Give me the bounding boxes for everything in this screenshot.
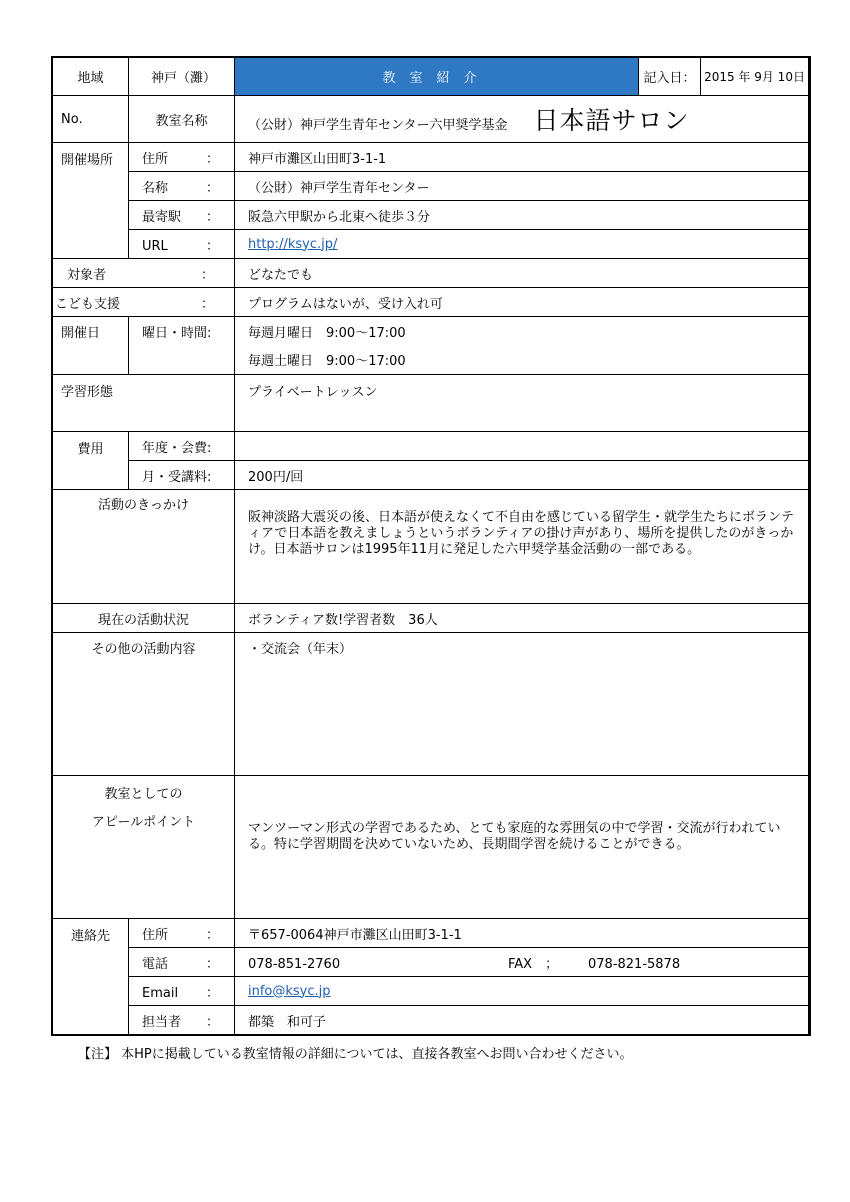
schedule-spacer [53, 346, 129, 375]
colon: ： [206, 151, 220, 167]
contact-address-label-cell [129, 919, 235, 948]
fee-annual-label: 年度・会費 [142, 440, 208, 456]
style-value: プライベートレッスン [235, 375, 809, 432]
other-label: その他の活動内容 [53, 633, 235, 776]
venue-address-label-cell [129, 143, 235, 172]
venue-address: 神戸市灘区山田町3-1-1 [235, 143, 809, 172]
status-value: ボランティア数!学習者数 36人 [235, 604, 809, 633]
schedule-row-1 [53, 317, 809, 346]
fee-spacer [53, 461, 129, 490]
venue-place-row [53, 172, 809, 201]
contact-tel-cell [235, 948, 809, 977]
fee-monthly-value: 200円/回 [235, 461, 809, 490]
area-value: 神戸（灘） [129, 58, 235, 96]
fee-annual-value [235, 432, 809, 461]
origin-row [53, 490, 809, 604]
contact-spacer [53, 1006, 129, 1035]
date-value: 2015 年 9月 10日 [701, 58, 809, 96]
contact-person-label-cell [129, 1006, 235, 1035]
contact-email-cell [235, 977, 809, 1006]
banner-title: 教室紹介 [235, 58, 639, 96]
no-label: No. [53, 96, 129, 143]
contact-tel-label-cell [129, 948, 235, 977]
venue-url-cell [235, 230, 809, 259]
contact-address-row [53, 919, 809, 948]
venue-place-label: 名称 [142, 180, 169, 196]
venue-section-label: 開催場所 [53, 143, 129, 172]
classroom-name: 日本語サロン [533, 106, 690, 135]
fee-monthly-row [53, 461, 809, 490]
other-row [53, 633, 809, 776]
schedule-sub-label: 曜日・時間 [142, 325, 208, 341]
fee-annual-label-cell [129, 432, 235, 461]
style-row [53, 375, 809, 432]
contact-tel-row [53, 948, 809, 977]
appeal-row [53, 776, 809, 919]
colon: ： [206, 985, 220, 1001]
status-row [53, 604, 809, 633]
venue-section-spacer [53, 172, 129, 201]
colon: : [207, 325, 212, 341]
venue-url-label-cell [129, 230, 235, 259]
contact-tel-label: 電話 [142, 956, 169, 972]
schedule-label: 開催日 [53, 317, 129, 346]
contact-label: 連絡先 [53, 919, 129, 948]
children-label: こども支援 [53, 288, 129, 317]
info-table [52, 57, 809, 1035]
area-label: 地域 [53, 58, 129, 96]
appeal-label-cell [53, 776, 235, 919]
classroom-name-cell [235, 96, 809, 143]
venue-url-label: URL [142, 238, 168, 254]
colon: ： [129, 259, 235, 288]
footer-note: 【注】 本HPに掲載している教室情報の詳細については、直接各教室へお問い合わせください。 [78, 1047, 633, 1062]
target-label: 対象者 [53, 259, 129, 288]
appeal-text: マンツーマン形式の学習であるため、とても家庭的な雰囲気の中で学習・交流が行われている。特に学習期間を決めていないため、長期間学習を続けることができる。 [235, 776, 809, 919]
contact-spacer [53, 948, 129, 977]
venue-station-row [53, 201, 809, 230]
schedule-spacer [129, 346, 235, 375]
venue-section-spacer [53, 230, 129, 259]
origin-label: 活動のきっかけ [53, 490, 235, 604]
venue-station-label-cell [129, 201, 235, 230]
target-row [53, 259, 809, 288]
other-value: ・交流会（年末） [235, 633, 809, 776]
contact-email-label-cell [129, 977, 235, 1006]
header-row [53, 58, 809, 96]
status-label: 現在の活動状況 [53, 604, 235, 633]
organization-name: （公財）神戸学生青年センター六甲奨学基金 [248, 118, 508, 133]
colon: ： [206, 209, 220, 225]
classroom-name-row [53, 96, 809, 143]
contact-fax-label: FAX ； [508, 956, 559, 972]
contact-address-label: 住所 [142, 927, 169, 943]
contact-email-row [53, 977, 809, 1006]
colon: ： [129, 288, 235, 317]
colon: ： [206, 238, 220, 254]
colon: ： [206, 956, 220, 972]
appeal-label-2: アピールポイント [91, 815, 196, 830]
contact-person-row [53, 1006, 809, 1035]
target-value: どなたでも [235, 259, 809, 288]
venue-address-row [53, 143, 809, 172]
venue-url-row [53, 230, 809, 259]
children-value: プログラムはないが、受け入れ可 [235, 288, 809, 317]
classroom-name-label: 教室名称 [129, 96, 235, 143]
contact-tel: 078-851-2760 [248, 956, 341, 972]
contact-email-label: Email [142, 985, 179, 1001]
venue-station-label: 最寄駅 [142, 209, 182, 225]
colon: ： [206, 1014, 220, 1030]
schedule-row-2 [53, 346, 809, 375]
fee-monthly-label: 月・受講料 [142, 469, 208, 485]
contact-person: 都築 和可子 [235, 1006, 809, 1035]
colon: ： [206, 927, 220, 943]
schedule-sub-label-cell [129, 317, 235, 346]
venue-station: 阪急六甲駅から北東へ徒歩３分 [235, 201, 809, 230]
style-label: 学習形態 [53, 375, 235, 432]
date-label: 記入日： [639, 58, 701, 96]
schedule-line-2: 毎週土曜日 9:00～17:00 [235, 346, 809, 375]
fee-label: 費用 [53, 432, 129, 461]
fee-annual-row [53, 432, 809, 461]
colon: ： [206, 180, 220, 196]
contact-person-label: 担当者 [142, 1014, 182, 1030]
schedule-line-1: 毎週月曜日 9:00～17:00 [235, 317, 809, 346]
venue-address-label: 住所 [142, 151, 169, 167]
contact-address: 〒657-0064神戸市灘区山田町3-1-1 [235, 919, 809, 948]
venue-place: （公財）神戸学生青年センター [235, 172, 809, 201]
venue-place-label-cell [129, 172, 235, 201]
venue-section-spacer [53, 201, 129, 230]
origin-text: 阪神淡路大震災の後、日本語が使えなくて不自由を感じている留学生・就学生たちにボランティアで日本語を教えましょうというボランティアの掛け声があり、場所を提供したのがきっかけ。日本語サロンは1995年11月に発足した六甲奨学基金活動の一部である。 [235, 490, 809, 604]
colon: : [207, 440, 212, 456]
contact-email-link[interactable]: info@ksyc.jp [248, 983, 331, 999]
classroom-info-sheet [52, 57, 808, 1035]
contact-spacer [53, 977, 129, 1006]
children-row [53, 288, 809, 317]
colon: : [207, 469, 212, 485]
fee-monthly-label-cell [129, 461, 235, 490]
venue-url-link[interactable]: http://ksyc.jp/ [248, 236, 338, 252]
contact-fax: 078-821-5878 [588, 956, 681, 972]
appeal-label-1: 教室としての [104, 787, 183, 802]
